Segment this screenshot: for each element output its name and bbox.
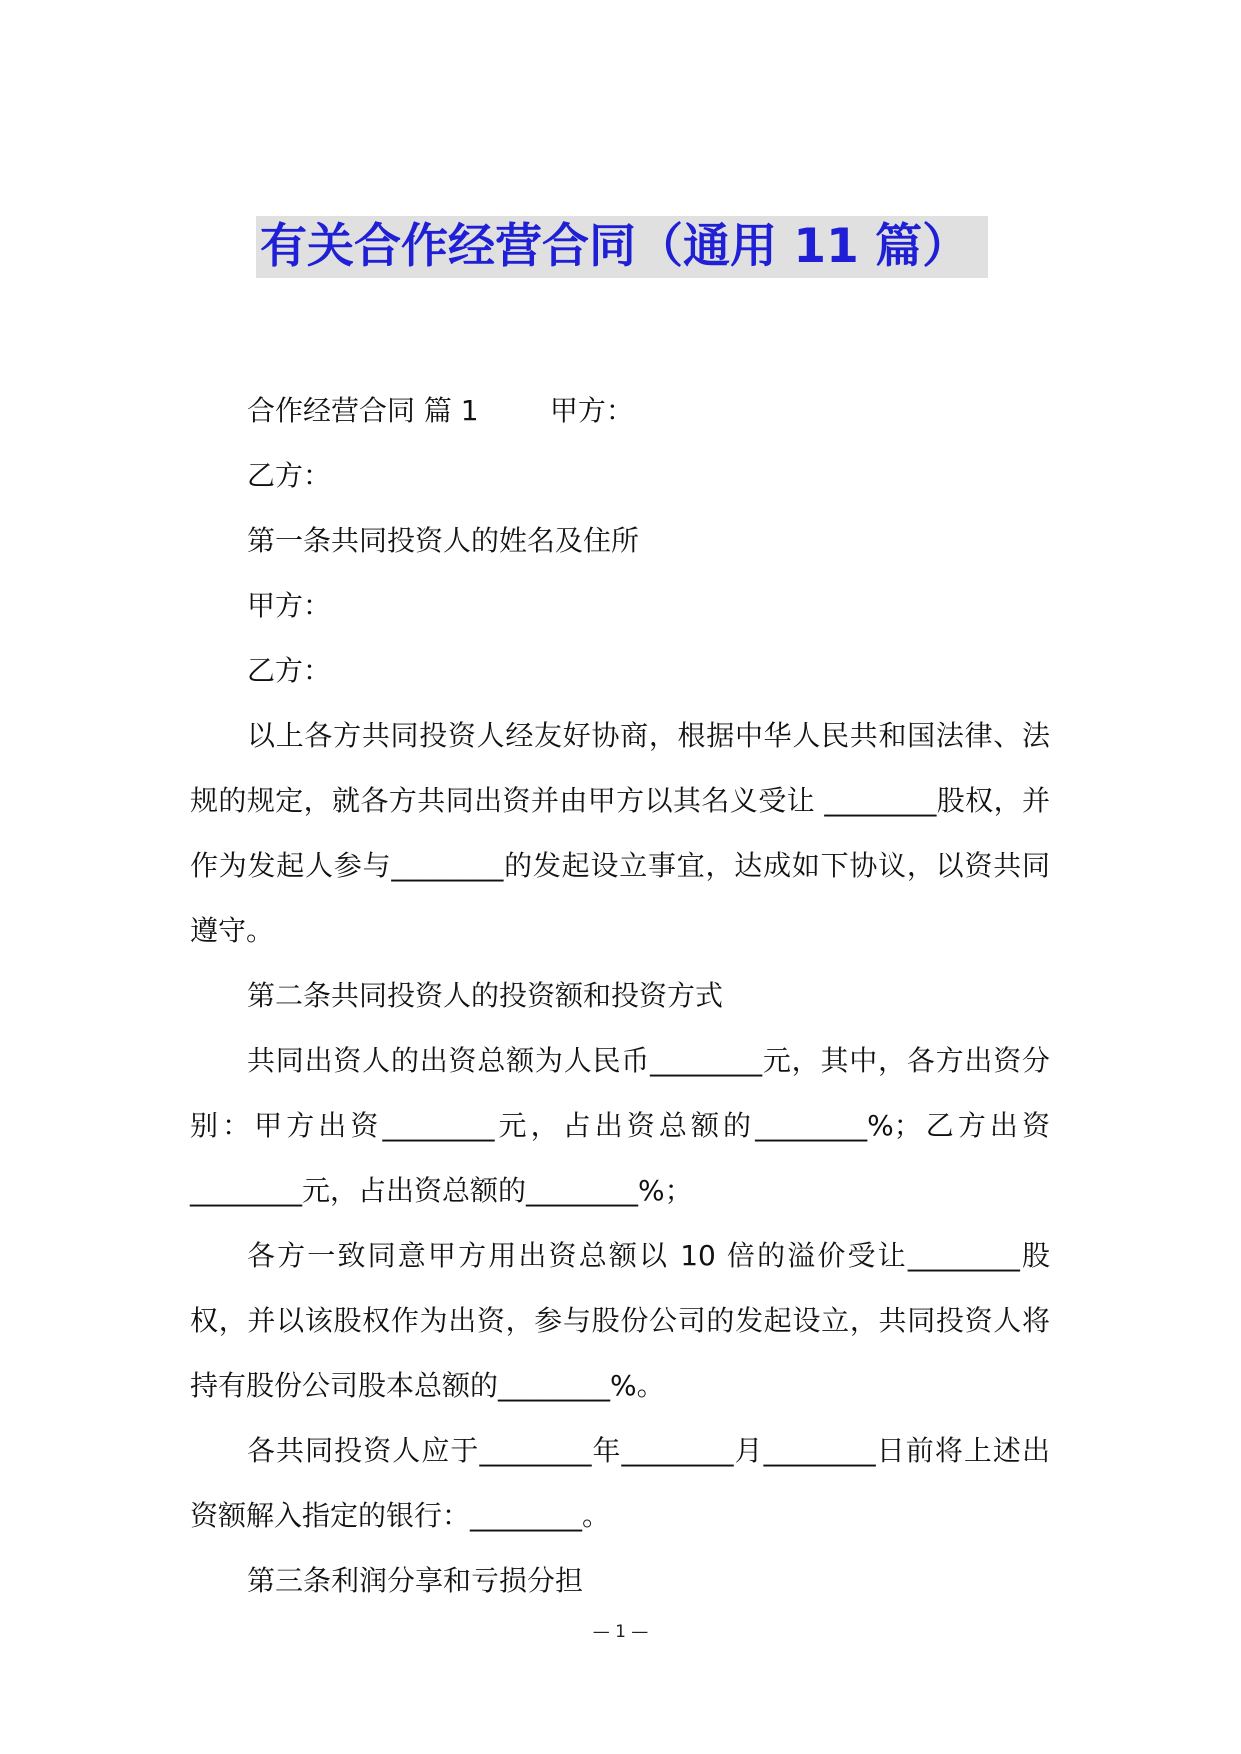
paragraph-equity-transfer: 各方一致同意甲方用出资总额以 10 倍的溢价受让________股权，并以该股权作为出资，参与股份公司的发起设立，共同投资人将持有股份公司股本总额的________%。	[190, 1239, 1050, 1402]
document-body	[190, 378, 1050, 1613]
paragraph-party-b: 乙方：	[247, 459, 332, 492]
paragraph-party-a-address: 甲方：	[247, 589, 332, 622]
paragraph-article-1-heading: 第一条共同投资人的姓名及住所	[247, 524, 640, 557]
paragraph-article-3-heading: 第三条利润分享和亏损分担	[247, 1564, 584, 1597]
paragraph-preamble: 以上各方共同投资人经友好协商，根据中华人民共和国法律、法规的规定，就各方共同出资并由甲方以其名义受让 ________股权，并作为发起人参与________的发起设立事宜，达成如下协议，以资共同遵守。	[190, 719, 1050, 947]
document-title: 有关合作经营合同（通用 11 篇）	[256, 216, 988, 278]
paragraph-payment-deadline: 各共同投资人应于________年________月________日前将上述出资额解入指定的银行：________。	[190, 1434, 1050, 1532]
paragraph-party-b-address: 乙方：	[247, 654, 332, 687]
paragraph-section-heading: 合作经营合同 篇 1 甲方：	[247, 394, 634, 427]
paragraph-total-investment: 共同出资人的出资总额为人民币________元，其中，各方出资分别：甲方出资________元，占出资总额的________%；乙方出资________元，占出资总额的________%；	[190, 1044, 1050, 1207]
paragraph-article-2-heading: 第二条共同投资人的投资额和投资方式	[247, 979, 724, 1012]
page-number: — 1 —	[592, 1622, 649, 1642]
